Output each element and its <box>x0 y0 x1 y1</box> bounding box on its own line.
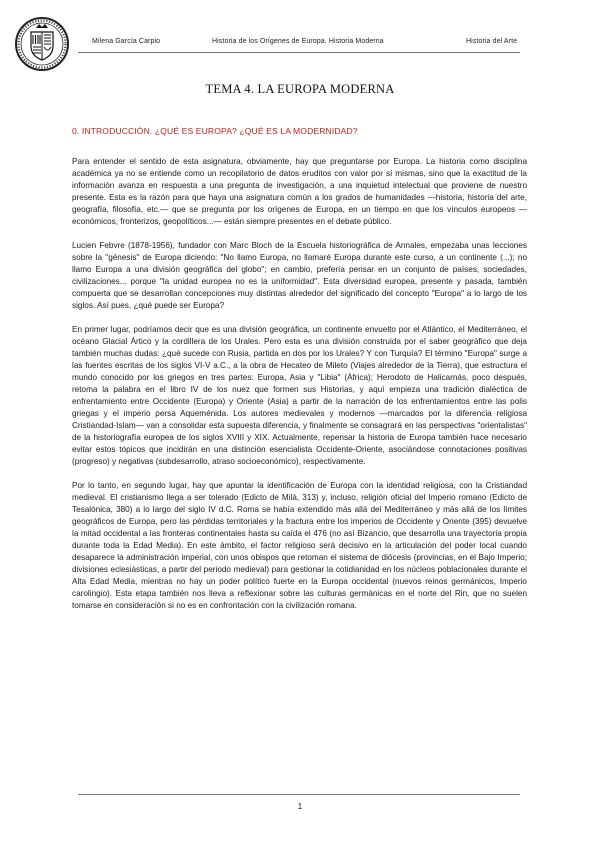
page-title: TEMA 4. LA EUROPA MODERNA <box>205 82 395 96</box>
paragraph: Para entender el sentido de esta asignatura, obviamente, hay que preguntarse por Europa. La historia como disciplina académica ya no se entiende como un recopilatorio de datos eruditos con valor por sí mismas, sino que la exactitud de la información avanza en respuesta a una pregunta de investigación, a una inquietud intelectual que proviene de nuestro presente. Esta es la razón para que haya una asignatura común a los grados de humanidades —historia, historia del arte, geografía, filosofía, etc.— que se pregunta por los orígenes de Europa, en un tiempo en que los vínculos europeos —económicos, fronterizos, geopolíticos...— están siempre presentes en el debate público. <box>72 157 527 226</box>
paragraph: Por lo tanto, en segundo lugar, hay que apuntar la identificación de Europa con la identidad religiosa, con la Cristiandad medieval. El cristianismo llega a ser tolerado (Edicto de Milà, 313) y, incluso, religión oficial del Imperio romano (Edicto de Tesalónica, 380) a lo largo del siglo IV d.C. Roma se había extendido más allá del Mediterráneo y más allá de los límites geográficos de Europa, pero las pérdidas territoriales y la fractura entre los imperios de Occidente y Oriente (395) devuelve la mitad occidental a las fronteras continentales hasta su caída el 476 (no así Bizancio, que desarrolla una trayectoria propia durante toda la Edad Media). En este ámbito, el factor religioso será decisivo en la articulación del poder local cuando desaparece la administración imperial, con unos obispos que retoman el sistema de diócesis (provincias, en el Bajo Imperio; divisiones eclesiásticas, a partir del periodo medieval) para gestionar la cotidianidad en los núcleos poblacionales durante el Alta Edad Media, mientras no hay un poder político fuerte en la Europa occidental (nuevos reinos germánicos, Imperio carolingio). Esta etapa también nos lleva a reflexionar sobre las culturas germánicas en el norte del Rin, que no suelen tomarse en consideración si no es en confrontación con la civilización romana. <box>72 481 527 610</box>
header-divider <box>78 52 520 53</box>
paragraph: En primer lugar, podríamos decir que es una división geográfica, un continente envuelto por el Atlántico, el Mediterráneo, el océano Glacial Ártico y la cordillera de los Urales. Pero esta es una división construida por el saber geográfico que deja también muchas dudas: ¿qué sucede con Rusia, partida en dos por los Urales? Y con Turquía? El término "Europa" surge a las fuentes escritas de los siglos VI-V a.C., a la obra de Hecateo de Mileto (Viajes alrededor de la Tierra), que estructura el mundo conocido por los griegos en tres partes: Europa, Asia y "Libia" (África); Herodoto de Halicarnás, poco después, retoma la palabra en el libro IV de los nuez que formen sus Historias, y aquí empieza una tradición dialéctica de enfrentamiento entre Occidente (Europa) y Oriente (Asia) a partir de la narración de los enfrentamientos entre las polis griegas y el imperio persa Aqueménida. Los autores medievales y modernos —marcados por la diferencia religiosa Cristiandad-Islam— van a consolidar esta supuesta diferencia, y finalmente se consagrará en las perspectivas "orientalistas" de la historiografía europea de los siglos XVIII y XIX. Actualmente, repensar la historia de Europa también hace necesario evitar estos tópicos que incidirán en una distinción esencialista Occidente-Oriente, asociándose connotaciones positivas (progreso) y negativas (subdesarrollo, atraso socioeconómico), respectivamente. <box>72 325 527 466</box>
section-heading: 0. INTRODUCCIÓN. ¿QUÉ ES EUROPA? ¿QUÉ ES LA MODERNIDAD? <box>72 126 358 136</box>
header-author: Milena García Carpio <box>92 38 161 45</box>
body-text <box>72 156 527 624</box>
paragraph: Lucien Febvre (1878-1956), fundador con Marc Bloch de la Escuela historiográfica de Annales, empezaba unas lecciones sobre la "génesis" de Europa diciendo: "No llamo Europa, no llamaré Europa durante este curso, a un continente (...); no llamo Europa a una división geográfica del globo"; en cambio, prefería pensar en un conjunto de países, sociedades, civilizaciones... porque "la unidad europea no es la uniformidad". Esta diversidad europea, presente y pasada, también compuerta que se desarrollan concepciones muy distintas alrededor del significado del concepto "Europa" a lo largo de los siglos. Así pues, ¿qué puede ser Europa? <box>72 241 527 310</box>
header-subject: Historia de los Orígenes de Europa. Historia Moderna <box>212 38 384 45</box>
page-number: 1 <box>297 802 303 811</box>
footer-divider <box>78 794 520 795</box>
university-seal-icon <box>14 16 70 72</box>
header-degree: Historia del Arte <box>466 38 518 45</box>
